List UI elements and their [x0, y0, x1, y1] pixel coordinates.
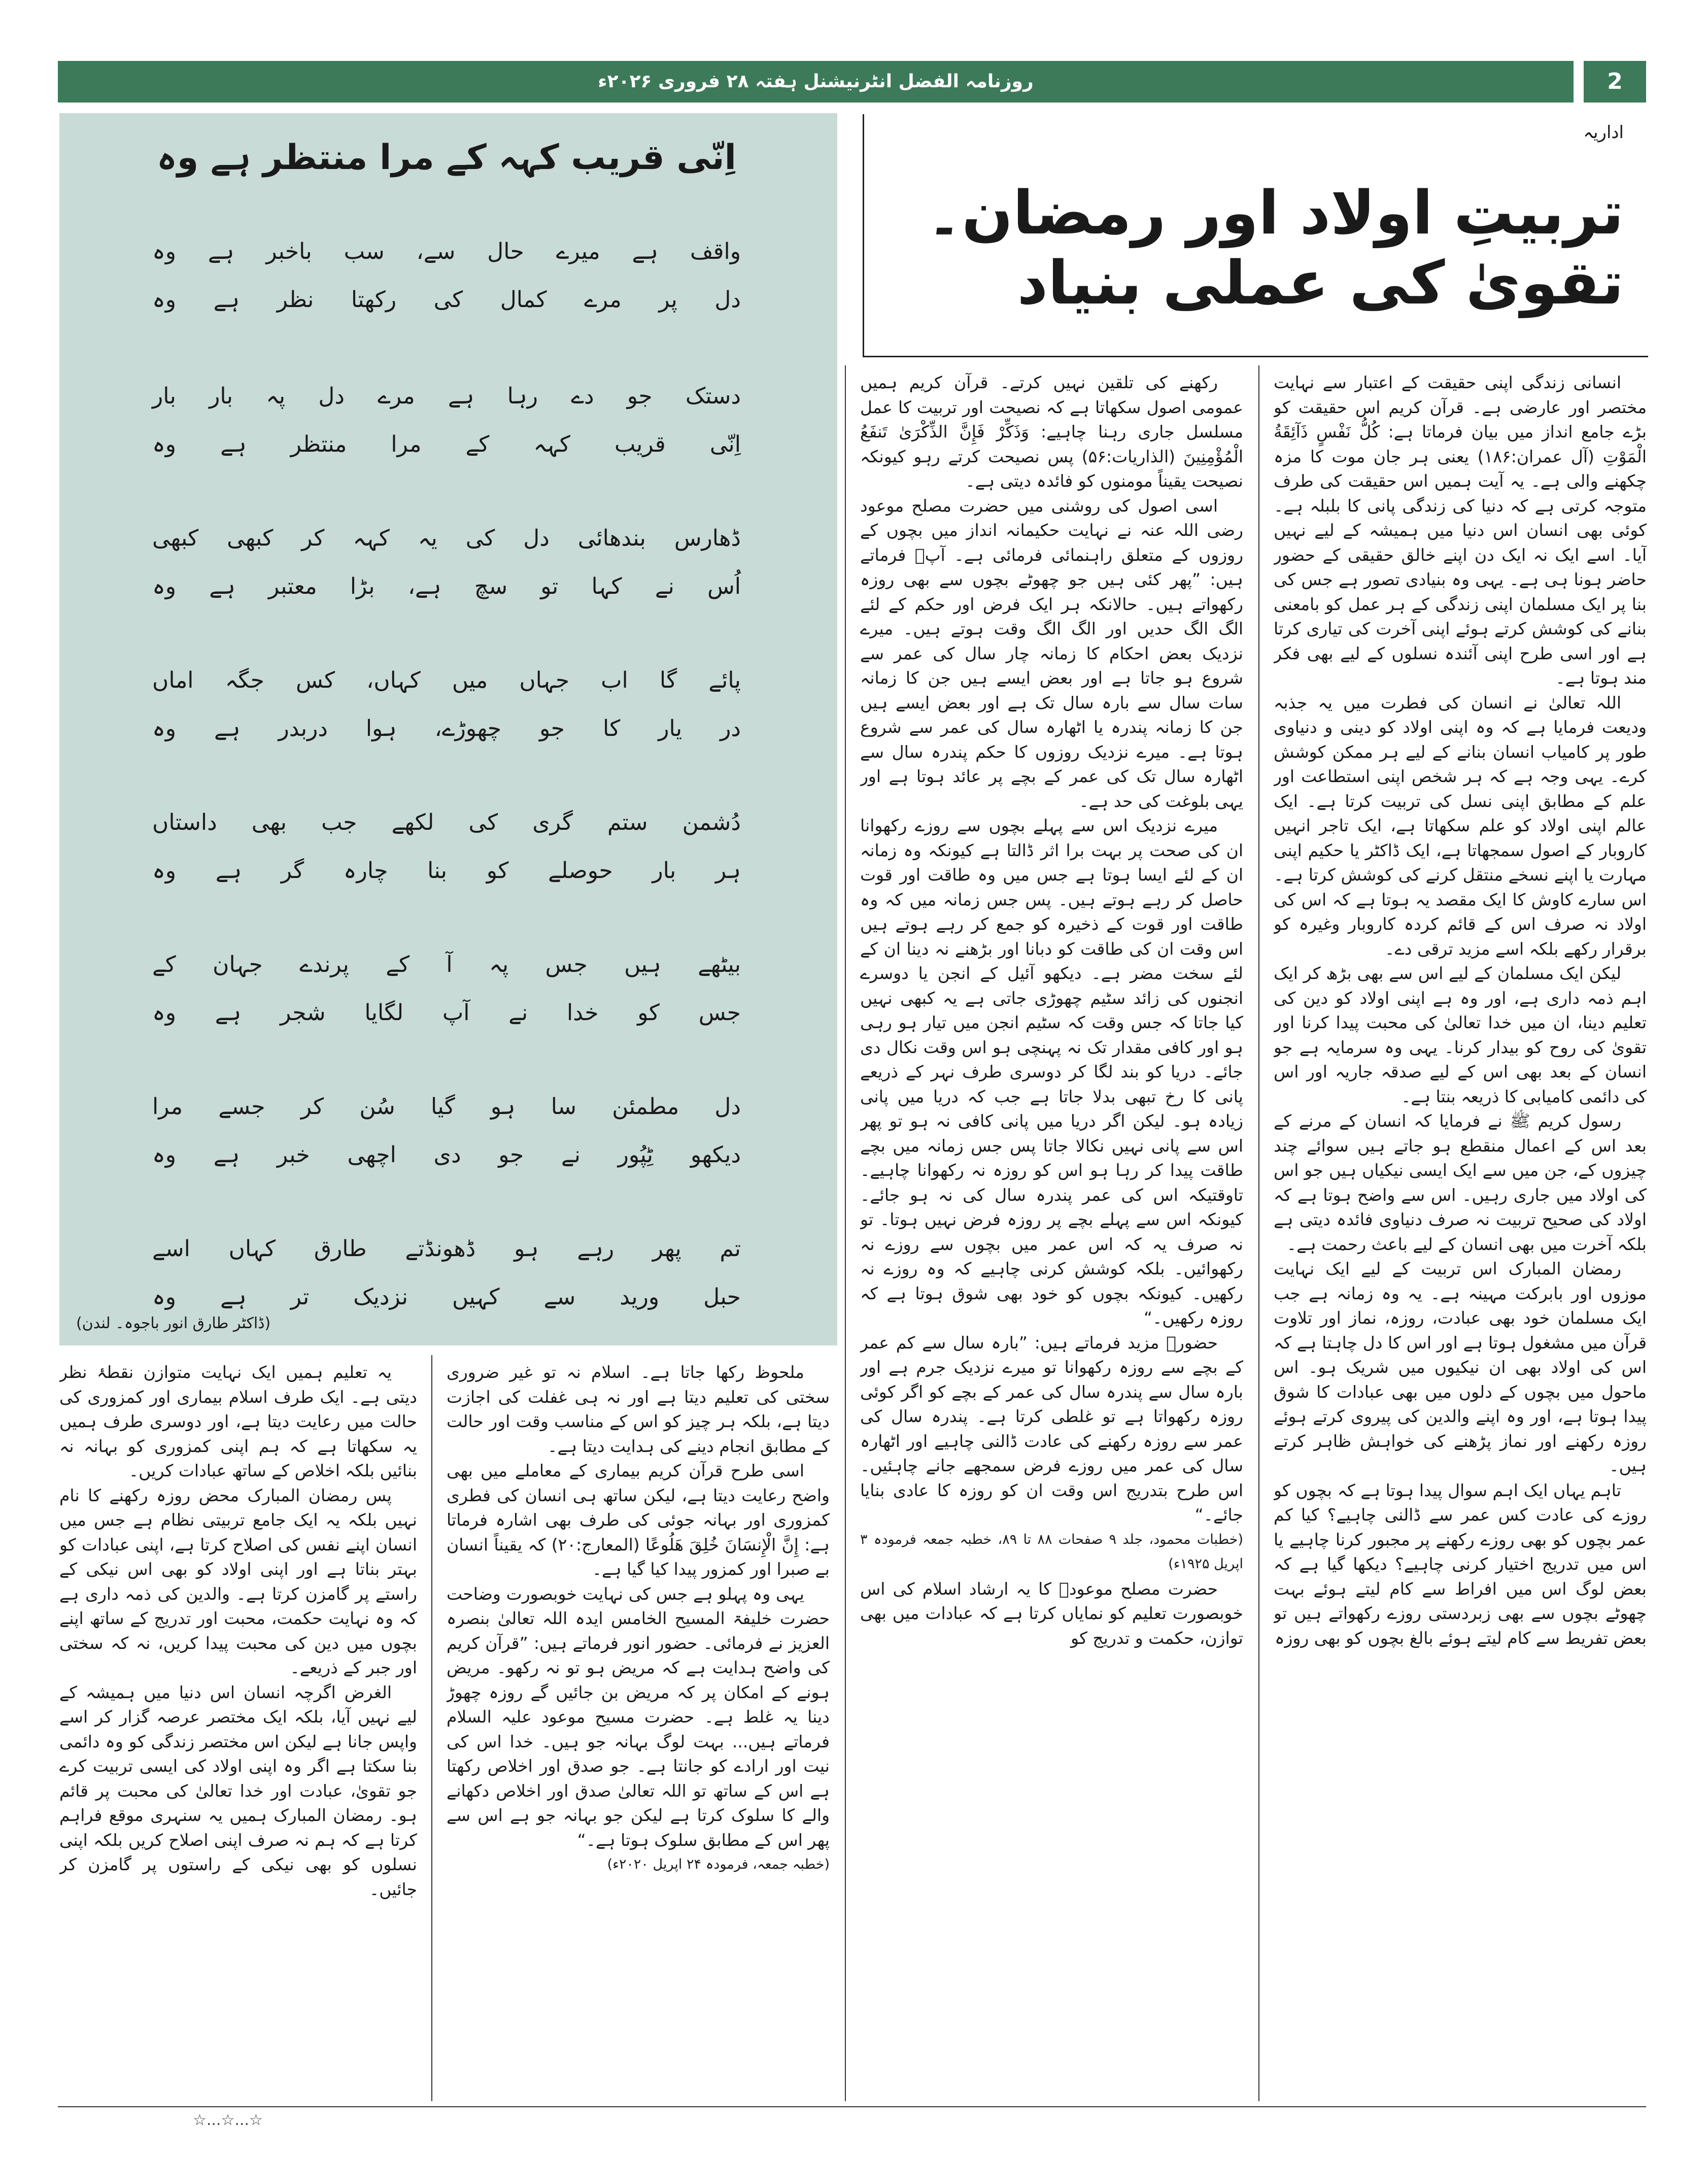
page-header	[58, 61, 1646, 103]
paragraph: پس رمضان المبارک محض روزہ رکھنے کا نام نہیں بلکہ یہ ایک جامع تربیتی نظام ہے جس میں انسان اپنے نفس کی اصلاح کرتا ہے، اپنی عبادات کو بہتر بناتا ہے اور اپنی اولاد کو بھی اس نیکی کے راستے پر گامزن کرتا ہے۔ والدین کی ذمہ داری ہے کہ وہ نہایت حکمت، محبت اور تدریج کے ساتھ اپنے بچوں میں دین کی محبت پیدا کریں، نہ کہ سختی اور جبر کے ذریعے۔	[59, 1485, 417, 1677]
editorial-label: اداریہ	[1583, 122, 1624, 143]
poem-title: اِنّی قریب کہہ کے مرا منتظر ہے وہ	[157, 138, 736, 178]
poem-verse: اِنّی قریب کہہ کے مرا منتظر ہے وہ	[152, 431, 741, 457]
paragraph: ملحوظ رکھا جاتا ہے۔ اسلام نہ تو غیر ضروری سختی کی تعلیم دیتا ہے اور نہ ہی غفلت کی اجازت دیتا ہے، بلکہ ہر چیز کو اس کے مناسب وقت اور حالت کے مطابق انجام دینے کی ہدایت دیتا ہے۔	[447, 1362, 830, 1456]
paragraph: اسی اصول کی روشنی میں حضرت مصلح موعود رضی اللہ عنہ نے نہایت حکیمانہ انداز میں بچوں کے روزوں کے متعلق راہنمائی فرمائی ہے۔ آپؓ فرماتے ہیں: ”پھر کئی ہیں جو چھوٹے بچوں سے بھی روزہ رکھواتے ہیں۔ حالانکہ ہر ایک فرض اور حکم کے لئے الگ الگ حدیں اور الگ الگ وقت ہوتے ہیں۔ میرے نزدیک بعض احکام کا زمانہ چار سال کی عمر سے شروع ہو جاتا ہے اور بعض ایسے ہیں جن کا زمانہ سات سال سے بارہ سال تک ہے اور بعض ایسے ہیں جن کا زمانہ پندرہ یا اٹھارہ سال کی عمر سے شروع ہوتا ہے۔ میرے نزدیک روزوں کا حکم پندرہ سال سے اٹھارہ سال تک کی عمر کے بچے پر عائد ہوتا ہے اور یہی بلوغت کی حد ہے۔	[860, 495, 1243, 811]
poem-verse: واقف ہے میرے حال سے، سب باخبر ہے وہ	[152, 239, 741, 264]
paragraph: انسانی زندگی اپنی حقیقت کے اعتبار سے نہایت مختصر اور عارضی ہے۔ قرآن کریم اس حقیقت کو بڑے جامع انداز میں بیان فرماتا ہے: كُلُّ نَفْسٍ ذَآئِقَةُ الْمَوْتِ (آل عمران:۱۸۶) یعنی ہر جان موت کا مزہ چکھنے والی ہے۔ یہ آیت ہمیں اس حقیقت کی طرف متوجہ کرتی ہے کہ دنیا کی زندگی پانی کا بلبلہ ہے۔ کوئی بھی انسان اس دنیا میں ہمیشہ کے لیے نہیں آیا۔ اسے ایک نہ ایک دن اپنے خالق حقیقی کے حضور حاضر ہونا ہی ہے۔ یہی وہ بنیادی تصور ہے جس کی بنا پر ایک مسلمان اپنی زندگی کے ہر عمل کو بامعنی بنانے کی کوشش کرتے ہوئے اپنی آخرت کی تیاری کرتا ہے اور اسی طرح اپنی آئندہ نسلوں کے لیے بھی فکر مند ہوتا ہے۔	[1274, 373, 1647, 688]
poem-verse: ہر بار حوصلے کو بنا چارہ گر ہے وہ	[152, 858, 741, 884]
poem-verse: اُس نے کہا تو سچ ہے، بڑا معتبر ہے وہ	[152, 574, 741, 599]
paragraph: رمضان المبارک اس تربیت کے لیے ایک نہایت موزوں اور بابرکت مہینہ ہے۔ یہ وہ زمانہ ہے جب ایک مسلمان خود بھی عبادت، روزہ، نماز اور تلاوت قرآن میں مشغول ہوتا ہے اور اس کا دل چاہتا ہے کہ اس کی اولاد بھی ان نیکیوں میں شریک ہو۔ اس ماحول میں بچوں کے دلوں میں بھی عبادات کا شوق پیدا ہوتا ہے، اور وہ اپنے والدین کی پیروی کرتے ہوئے روزہ رکھنے اور نماز پڑھنے کی خواہش ظاہر کرتے ہیں۔	[1274, 1259, 1647, 1475]
poem-verse: دل پر مرے کمال کی رکھتا نظر ہے وہ	[152, 287, 741, 313]
page-bottom-rule	[58, 2106, 1646, 2107]
poem-verse: در یار کا جو چھوڑے، ہوا دربدر ہے وہ	[152, 716, 741, 741]
page-number: 2	[1584, 61, 1646, 103]
paragraph: رکھنے کی تلقین نہیں کرتے۔ قرآن کریم ہمیں عمومی اصول سکھاتا ہے کہ نصیحت اور تربیت کا عمل مسلسل جاری رہنا چاہیے: وَذَكِّرْ فَإِنَّ الذِّكْرَىٰ تَنفَعُ الْمُؤْمِنِينَ (الذاریات:۵۶) پس نصیحت کرتے رہو کیونکہ نصیحت یقیناً مومنوں کو فائدہ دیتی ہے۔	[860, 373, 1243, 491]
poem-credit: (ڈاکٹر طارق انور باجوہ۔ لندن)	[76, 1314, 271, 1332]
poem-verse: پائے گا اب جہاں میں کہاں، کس جگہ اماں	[152, 667, 741, 693]
paragraph: رسول کریم ﷺ نے فرمایا کہ انسان کے مرنے کے بعد اس کے اعمال منقطع ہو جاتے ہیں سوائے چند چیزوں کے، جن میں سے ایک ایسی نیکیاں ہیں جو اس کی اولاد میں جاری رہیں۔ اس سے واضح ہوتا ہے کہ اولاد کی صحیح تربیت نہ صرف دنیاوی فائدہ دیتی ہے بلکہ آخرت میں بھی انسان کے لیے باعث رحمت ہے۔	[1274, 1111, 1647, 1254]
poem-verse: بیٹھے ہیں جس پہ آ کے پرندے جہان کے	[152, 952, 741, 977]
poem-verse: دُشمن ستم گری کی لکھے جب بھی داستاں	[152, 810, 741, 835]
paragraph: اسی طرح قرآن کریم بیماری کے معاملے میں بھی واضح رعایت دیتا ہے، لیکن ساتھ ہی انسان کی فطری کمزوری اور بہانہ جوئی کی طرف بھی اشارہ فرماتا ہے: إِنَّ الْإِنسَانَ خُلِقَ هَلُوعًا (المعارج:۲۰) کہ یقیناً انسان بے صبرا اور کمزور پیدا کیا گیا ہے۔	[447, 1461, 830, 1579]
column-divider	[431, 1355, 432, 2101]
citation: (خطبات محمود، جلد ۹ صفحات ۸۸ تا ۸۹، خطبہ جمعہ فرمودہ ۳ اپریل ۱۹۲۵ء)	[860, 1531, 1243, 1572]
paragraph: میرے نزدیک اس سے پہلے بچوں سے روزے رکھوانا ان کی صحت پر بہت برا اثر ڈالتا ہے کیونکہ وہ زمانہ ان کے لئے ایسا ہوتا ہے جس میں وہ طاقت اور قوت حاصل کر رہے ہوتے ہیں۔ پس جس زمانہ میں کہ وہ طاقت اور قوت کے ذخیرہ کو جمع کر رہے ہوتے ہیں اس وقت ان کی طاقت کو دبانا اور بڑھنے نہ دینا ان کے لئے سخت مضر ہے۔ دیکھو آئیل کے انجن یا دوسرے انجنوں کی زائد سٹیم چھوڑی جاتی ہے یہ کبھی نہیں کیا جاتا کہ جس وقت کہ سٹیم انجن میں تیار ہو رہی ہو اور کافی مقدار تک نہ پہنچی ہو اس وقت نکال دی جائے۔ دریا کو بند لگا کر دوسری طرف نہر کے ذریعے پانی کا رخ تبھی بدلا جاتا ہے جب کہ دریا میں پانی زیادہ ہو۔ لیکن اگر دریا میں پانی کافی نہ ہو تو پھر اس سے پانی نہیں نکالا جاتا پس جس زمانہ میں بچے طاقت پیدا کر رہا ہو اس کو روزہ نہ رکھوانا چاہیے۔ تاوقتیکہ اس کی عمر پندرہ سال کی نہ ہو جائے۔ کیونکہ اس سے پہلے بچے پر روزہ فرض نہیں ہوتا۔ تو نہ صرف یہ کہ اس عمر میں بچوں سے روزے نہ رکھوائیں۔ بلکہ کوشش کرنی چاہیے کہ وہ روزے نہ رکھیں۔ کیونکہ بچوں کو خود بھی شوق ہوتا ہے کہ روزہ رکھیں۔“	[860, 816, 1243, 1328]
paragraph: الغرض اگرچہ انسان اس دنیا میں ہمیشہ کے لیے نہیں آیا، بلکہ ایک مختصر عرصہ گزار کر اسے واپس جانا ہے لیکن اس مختصر زندگی کو وہ دائمی بنا سکتا ہے اگر وہ اپنی اولاد کی ایسی تربیت کرے جو تقویٰ، عبادت اور خدا تعالیٰ کی محبت پر قائم ہو۔ رمضان المبارک ہمیں یہ سنہری موقع فراہم کرتا ہے کہ ہم نہ صرف اپنی اصلاح کریں بلکہ اپنی نسلوں کو بھی نیکی کے راستوں پر گامزن کر جائیں۔	[59, 1682, 417, 1899]
end-mark: ☆...☆...☆	[193, 2111, 263, 2129]
citation: (خطبہ جمعہ، فرمودہ ۲۴ اپریل ۲۰۲۰ء)	[607, 1857, 830, 1872]
editorial-column-1	[1274, 370, 1647, 2096]
paragraph: اللہ تعالیٰ نے انسان کی فطرت میں یہ جذبہ ودیعت فرمایا ہے کہ وہ اپنی اولاد کو دینی و دنیاوی طور پر کامیاب انسان بنانے کے لیے ہر ممکن کوشش کرے۔ یہی وجہ ہے کہ ہر شخص اپنی استطاعت اور علم کے مطابق اپنی نسل کی تربیت کرتا ہے۔ ایک عالم اپنی اولاد کو علم سکھاتا ہے، ایک تاجر انہیں کاروبار کے اصول سمجھاتا ہے، ایک ڈاکٹر یا حکیم اپنی مہارت یا اپنے نسخے منتقل کرنے کی کوشش کرتا ہے۔ اس سارے کاوش کا ایک مقصد یہ ہوتا ہے کہ اس کی اولاد نہ صرف اس کے قائم کردہ کاروبار وغیرہ کو برقرار رکھے بلکہ اسے مزید ترقی دے۔	[1274, 692, 1647, 959]
poem-verse: تم پھر رہے ہو ڈھونڈتے طارق کہاں اسے	[152, 1236, 741, 1262]
column-divider	[1258, 365, 1259, 2101]
editorial-title: تربیتِ اولاد اور رمضان۔ تقویٰ کی عملی بنیاد	[927, 178, 1624, 318]
editorial-column-3	[447, 1360, 830, 2096]
poem-verse: دستک جو دے رہا ہے مرے دل پہ بار بار	[152, 383, 741, 409]
masthead-bar	[58, 61, 1574, 103]
paragraph: تاہم یہاں ایک اہم سوال پیدا ہوتا ہے کہ بچوں کو روزے کی عادت کس عمر سے ڈالنی چاہیے؟ کیا کم عمر بچوں کو بھی روزے رکھنے پر مجبور کرنا چاہیے یا اس میں تدریج اختیار کرنی چاہیے؟ دیکھا گیا ہے کہ بعض لوگ اس میں افراط سے کام لیتے ہوئے بہت چھوٹے بچوں سے بھی زبردستی روزے رکھواتے ہیں تو بعض تفریط سے کام لیتے ہوئے بالغ بچوں کو بھی روزہ	[1274, 1480, 1647, 1648]
paragraph: یہ تعلیم ہمیں ایک نہایت متوازن نقطۂ نظر دیتی ہے۔ ایک طرف اسلام بیماری اور کمزوری کی حالت میں رعایت دیتا ہے، اور دوسری طرف ہمیں یہ سکھاتا ہے کہ ہم اپنی کمزوری کو بہانہ نہ بنائیں بلکہ اخلاص کے ساتھ عبادات کریں۔	[59, 1362, 417, 1480]
paragraph: حضورؓ مزید فرماتے ہیں: ”بارہ سال سے کم عمر کے بچے سے روزہ رکھوانا تو میرے نزدیک جرم ہے اور بارہ سال سے پندرہ سال کی عمر کے بچے کو اگر کوئی روزہ رکھواتا ہے تو غلطی کرتا ہے۔ پندرہ سال کی عمر سے روزہ رکھنے کی عادت ڈالنی چاہیے اور اٹھارہ سال کی عمر میں روزے فرض سمجھے جانے چاہئیں۔ اس طرح بتدریج اس وقت ان کو روزہ کا عادی بنایا جائے۔“	[860, 1332, 1243, 1525]
editorial-column-4	[59, 1360, 417, 2066]
poem-verse: دیکھو ٹِپُور نے جو دی اچھی خبر ہے وہ	[152, 1142, 741, 1168]
paragraph: حضرت مصلح موعودؓ کا یہ ارشاد اسلام کی اس خوبصورت تعلیم کو نمایاں کرتا ہے کہ عبادات میں بھی توازن، حکمت و تدریج کو	[860, 1578, 1243, 1648]
editorial-column-2	[860, 370, 1243, 2096]
poem-verse: حبل ورید سے کہیں نزدیک تر ہے وہ	[152, 1284, 741, 1310]
masthead-text: روزنامہ الفضل انٹرنیشنل ہفتہ ۲۸ فروری ۲۰۲۶ء	[598, 71, 1034, 92]
paragraph: یہی وہ پہلو ہے جس کی نہایت خوبصورت وضاحت حضرت خلیفۃ المسیح الخامس ایدہ اللہ تعالیٰ بنصرہ العزیز نے فرمائی۔ حضور انور فرماتے ہیں: ”قرآن کریم کی واضح ہدایت ہے کہ مریض ہو تو نہ رکھو۔ مریض ہونے کے امکان پر کہ مریض بن جائیں گے روزہ چھوڑ دینا یہ غلط ہے۔ حضرت مسیح موعود علیہ السلام فرماتے ہیں... بہت لوگ بہانہ جو ہیں۔ خدا اس کی نیت اور ارادے کو جانتا ہے۔ جو صدق اور اخلاص رکھتا ہے اس کے ساتھ تو اللہ تعالیٰ صدق اور اخلاص دکھانے والے کا سلوک کرتا ہے لیکن جو بہانہ جو ہے اس سے پھر اس کے مطابق سلوک ہوتا ہے۔“	[447, 1583, 830, 1850]
paragraph: لیکن ایک مسلمان کے لیے اس سے بھی بڑھ کر ایک اہم ذمہ داری ہے، اور وہ ہے اپنی اولاد کو دین کی تعلیم دینا، ان میں خدا تعالیٰ کی محبت پیدا کرنا اور تقویٰ کی روح کو بیدار کرنا۔ یہی وہ سرمایہ ہے جو انسان کے بعد بھی اس کے لیے صدقہ جاریہ اور اس کی دائمی کامیابی کا ذریعہ بنتا ہے۔	[1274, 963, 1647, 1106]
poem-verse: ڈھارس بندھائی دل کی یہ کہہ کر کبھی کبھی	[152, 525, 741, 551]
column-divider	[845, 365, 846, 2101]
poem-verse: دل مطمئن سا ہو گیا سُن کر جسے مرا	[152, 1094, 741, 1120]
poem-verse: جس کو خدا نے آپ لگایا شجر ہے وہ	[152, 1000, 741, 1026]
